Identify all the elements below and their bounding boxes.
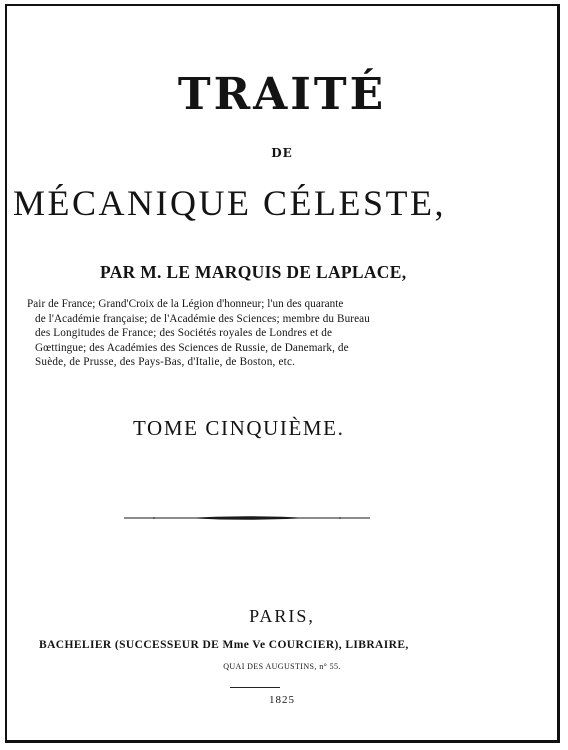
qualification-line: des Longitudes de France; des Sociétés royales de Londres et de — [35, 327, 333, 340]
qualification-line: Suède, de Prusse, des Pays-Bas, d'Italie, de Boston, etc. — [35, 356, 296, 369]
qualification-line: Gœttingue; des Académies des Sciences de Russie, de Danemark, de — [35, 341, 349, 354]
ornamental-rule-icon — [124, 515, 370, 521]
imprint-address: QUAI DES AUGUSTINS, n° 55. — [223, 662, 341, 671]
title-page — [5, 4, 560, 743]
imprint-year: 1825 — [269, 694, 295, 706]
title-connector: DE — [271, 146, 293, 160]
book-title: TRAITÉ — [177, 69, 387, 120]
author-line: PAR M. LE MARQUIS DE LAPLACE, — [100, 262, 407, 282]
qualification-line: Pair de France; Grand'Croix de la Légion d'honneur; l'un des quarante — [27, 298, 344, 310]
volume-label: TOME CINQUIÈME. — [133, 416, 345, 440]
book-subtitle: MÉCANIQUE CÉLESTE, — [13, 183, 446, 223]
imprint-rule — [230, 687, 280, 688]
imprint-publisher: BACHELIER (SUCCESSEUR DE Mme Ve COURCIER), LIBRAIRE, — [39, 639, 409, 651]
imprint-city: PARIS, — [249, 606, 315, 626]
author-qualifications — [21, 297, 445, 370]
qualification-line: de l'Académie française; de l'Académie des Sciences; membre du Bureau — [35, 312, 370, 325]
